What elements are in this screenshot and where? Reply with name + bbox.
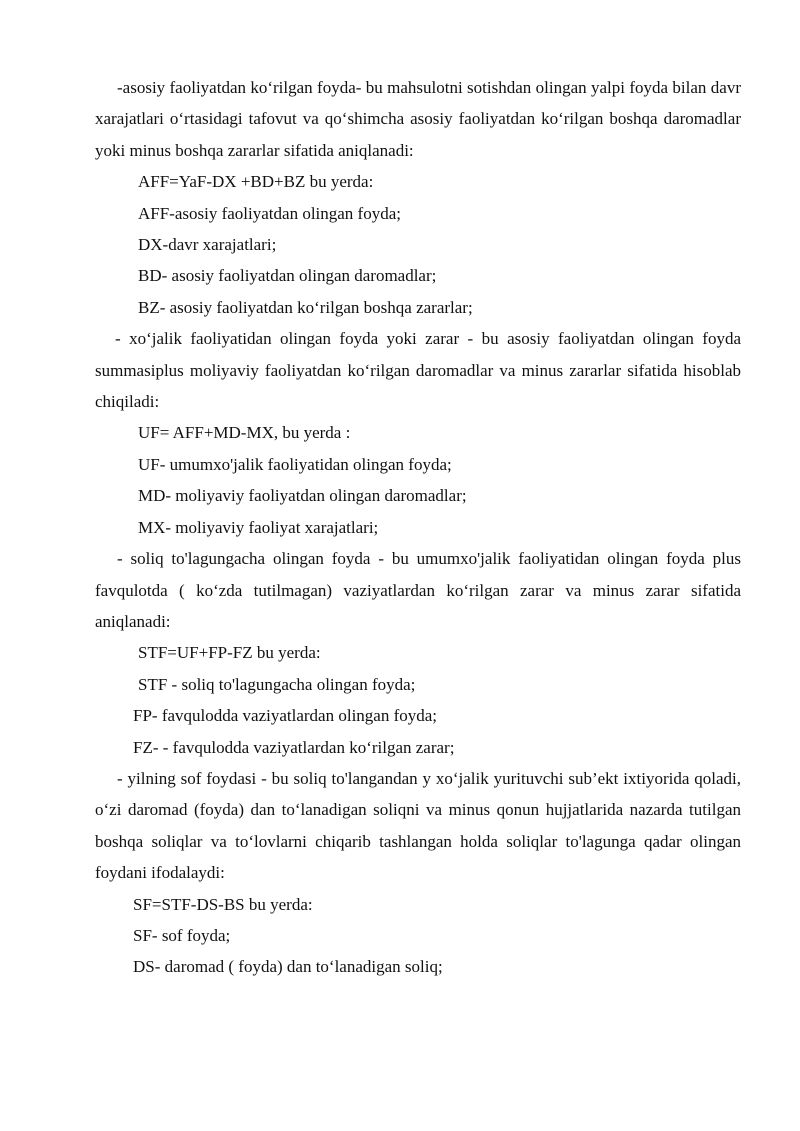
definition-uf: UF- umumxo'jalik faoliyatidan olingan foyda; [138,454,452,474]
definition-mx: MX- moliyaviy faoliyat xarajatlari; [138,517,379,537]
document-body [95,72,741,983]
paragraph-pretax-profit: - soliq to'lagungacha olingan foyda - bu umumxo'jalik faoliyatidan olingan foyda plus favqulotda ( ko‘zda tutilmagan) vaziyatlardan ko‘rilgan zarar va minus zarar sifatida aniqlanadi: [95,549,741,631]
definition-dx: DX-davr xarajatlari; [138,235,277,255]
definition-bd: BD- asosiy faoliyatdan olingan daromadlar; [138,266,437,286]
definition-bz: BZ- asosiy faoliyatdan ko‘rilgan boshqa zararlar; [138,297,473,317]
formula-stf: STF=UF+FP-FZ bu yerda: [138,643,321,663]
paragraph-economic-activity-profit: - xo‘jalik faoliyatidan olingan foyda yoki zarar - bu asosiy faoliyatdan olingan foyda summasiplus moliyaviy faoliyatdan ko‘rilgan daromadlar va minus zararlar sifatida hisoblab chiqiladi: [95,329,741,412]
definition-fp: FP- favqulodda vaziyatlardan olingan foyda; [133,706,438,726]
definition-aff: AFF-asosiy faoliyatdan olingan foyda; [138,203,401,223]
paragraph-core-activity-profit: -asosiy faoliyatdan ko‘rilgan foyda- bu mahsulotni sotishdan olingan yalpi foyda bilan davr xarajatlari o‘rtasidagi tafovut va qo‘shimcha asosiy faoliyatdan ko‘rilgan boshqa daromadlar yoki minus boshqa zararlar sifatida aniqlanadi: [95,78,741,160]
definition-md: MD- moliyaviy faoliyatdan olingan daromadlar; [138,486,467,506]
formula-sf: SF=STF-DS-BS bu yerda: [133,894,313,914]
definition-stf: STF - soliq to'lagungacha olingan foyda; [138,674,416,694]
paragraph-net-profit: - yilning sof foydasi - bu soliq to'langandan y xo‘jalik yurituvchi sub’ekt ixtiyorida qoladi, o‘zi daromad (foyda) dan to‘lanadigan soliqni va minus qonun hujjatlarida nazarda tutilgan boshqa soliqlar va to‘lovlarni chiqarib tashlangan holda soliqlar to'lagunga qadar olingan foydani ifodalaydi: [95,768,741,883]
formula-uf: UF= AFF+MD-MX, bu yerda : [138,423,351,443]
formula-aff: AFF=YaF-DX +BD+BZ bu yerda: [138,172,374,192]
definition-sf: SF- sof foyda; [133,925,231,945]
definition-ds: DS- daromad ( foyda) dan to‘lanadigan soliq; [133,957,443,977]
definition-fz: FZ- - favqulodda vaziyatlardan ko‘rilgan zarar; [133,737,455,757]
